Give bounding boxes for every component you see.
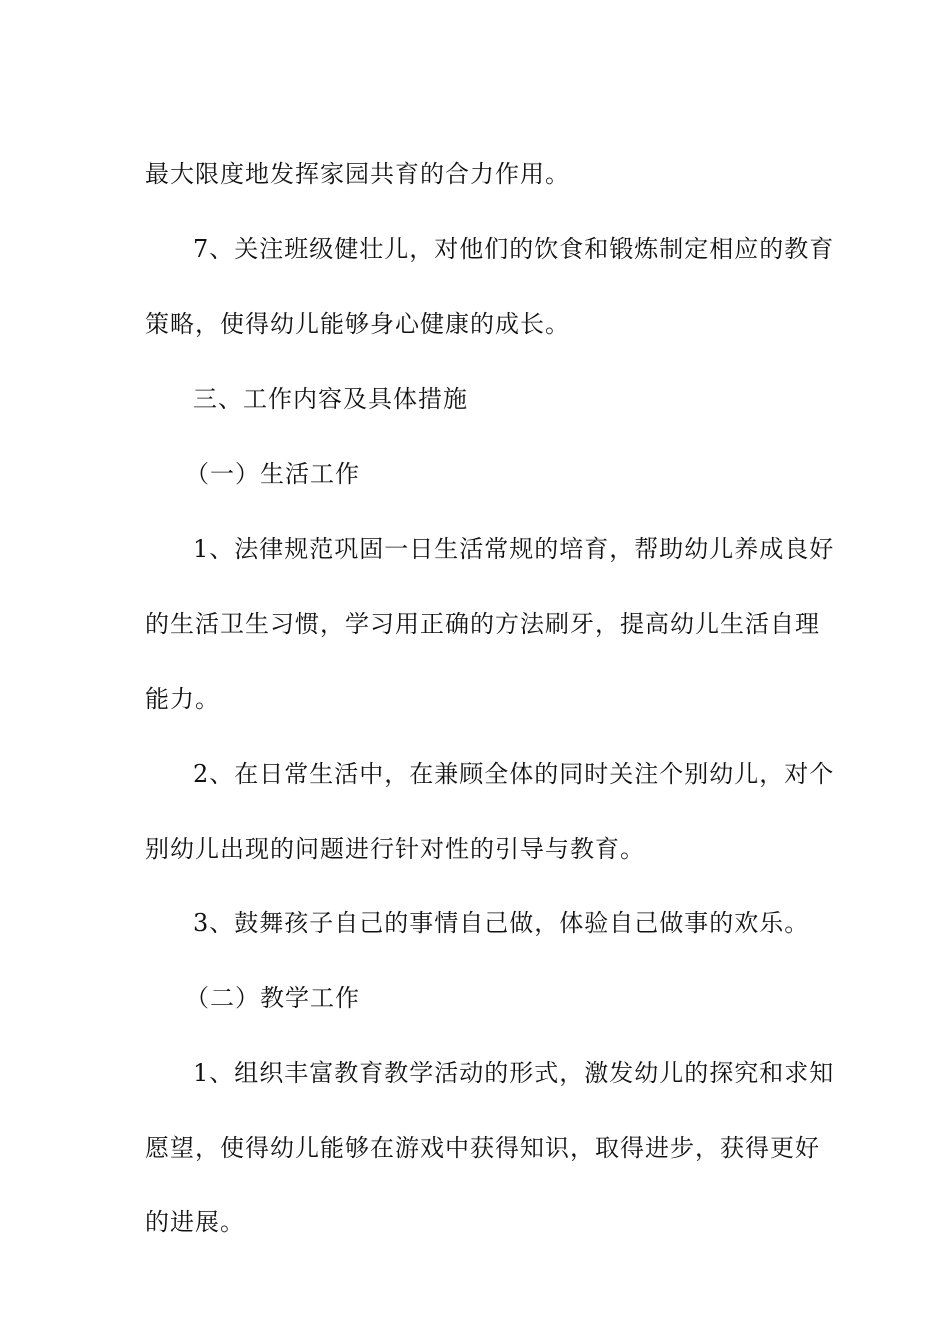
paragraph-line: 能力。	[145, 685, 220, 713]
paragraph-line: 的生活卫生习惯，学习用正确的方法刷牙，提高幼儿生活自理	[145, 610, 820, 638]
paragraph-line: 最大限度地发挥家园共育的合力作用。	[145, 160, 570, 188]
subsection-heading: （一）生活工作	[185, 460, 360, 488]
paragraph-line: 7、关注班级健壮儿，对他们的饮食和锻炼制定相应的教育	[193, 235, 835, 263]
paragraph-line: 策略，使得幼儿能够身心健康的成长。	[145, 310, 570, 338]
paragraph-line: 3、鼓舞孩子自己的事情自己做，体验自己做事的欢乐。	[193, 909, 810, 937]
paragraph-line: 1、组织丰富教育教学活动的形式，激发幼儿的探究和求知	[193, 1059, 835, 1087]
paragraph-line: 2、在日常生活中，在兼顾全体的同时关注个别幼儿，对个	[193, 760, 835, 788]
paragraph-line: 1、法律规范巩固一日生活常规的培育，帮助幼儿养成良好	[193, 535, 835, 563]
subsection-heading: （二）教学工作	[185, 984, 360, 1012]
paragraph-line: 愿望，使得幼儿能够在游戏中获得知识，取得进步，获得更好	[145, 1134, 820, 1162]
section-heading: 三、工作内容及具体措施	[193, 385, 468, 413]
paragraph-line: 的进展。	[145, 1208, 245, 1236]
paragraph-line: 别幼儿出现的问题进行针对性的引导与教育。	[145, 835, 645, 863]
